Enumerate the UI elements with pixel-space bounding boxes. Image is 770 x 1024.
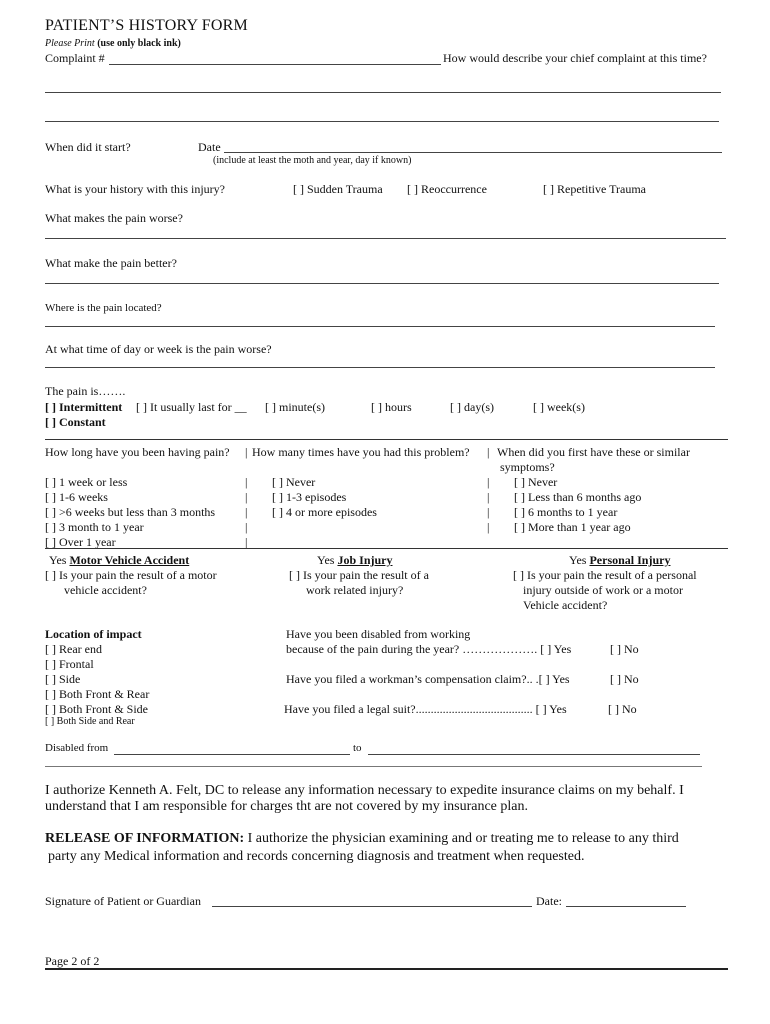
disabled-from-field[interactable] [114,754,350,755]
page-number: Page 2 of 2 [45,954,100,968]
release-bold: RELEASE OF INFORMATION: [45,831,245,846]
col-separator: | [245,505,248,519]
job-title: Job Injury [337,553,393,567]
print-note [45,38,181,49]
col3-item[interactable]: [ ] More than 1 year ago [514,520,631,534]
mva-question-2: vehicle accident? [64,583,147,597]
unit-minutes[interactable]: [ ] minute(s) [265,400,325,414]
col3-item[interactable]: [ ] Less than 6 months ago [514,490,642,504]
authorize-line-2: understand that I am responsible for charges tht are not covered by my insurance plan. [45,799,528,814]
col3-item[interactable]: [ ] Never [514,475,558,489]
col1-item[interactable]: [ ] 1 week or less [45,475,128,489]
mva-yes: Yes [49,553,67,567]
impact-title: Location of impact [45,627,142,641]
col-separator: | [487,505,490,519]
job-question[interactable]: [ ] Is your pain the result of a [289,568,429,582]
complaint-line-1[interactable] [45,92,721,93]
section-divider [45,548,728,549]
signature-date-field[interactable] [566,906,686,907]
personal-question-3: Vehicle accident? [523,598,608,612]
worse-question: What makes the pain worse? [45,211,183,225]
disabled-to-field[interactable] [368,754,700,755]
complaint-label: Complaint # [45,51,105,65]
print-note-italic: Please Print [45,38,95,49]
personal-heading [569,553,670,568]
col3-header-1: When did you first have these or similar [497,445,690,459]
personal-question-2: injury outside of work or a motor [523,583,683,597]
col2-header: How many times have you had this problem? [252,445,470,459]
col2-item[interactable]: [ ] Never [272,475,316,489]
impact-item[interactable]: [ ] Both Side and Rear [45,716,135,727]
start-label: When did it start? [45,140,131,154]
impact-item[interactable]: [ ] Side [45,672,81,686]
personal-yes: Yes [569,553,587,567]
pain-is-label: The pain is……. [45,384,126,398]
col1-item[interactable]: [ ] Over 1 year [45,535,116,549]
time-worse-question: At what time of day or week is the pain worse? [45,342,272,356]
signature-date-label: Date: [536,894,562,908]
better-question: What make the pain better? [45,256,177,270]
col-separator: | [487,475,490,489]
col-separator: | [245,475,248,489]
col-separator: | [245,535,248,549]
col1-item[interactable]: [ ] 1-6 weeks [45,490,108,504]
usually-last: [ ] It usually last for __ [136,400,247,414]
release-text: I authorize the physician examining and or treating me to release to any third [244,831,679,846]
col-separator: | [487,520,490,534]
mva-heading [49,553,189,568]
legal-question-yes[interactable]: Have you filed a legal suit?....................................... [ ] Yes [284,702,567,716]
signature-label: Signature of Patient or Guardian [45,894,201,908]
complaint-field[interactable] [109,64,441,65]
col-separator: | [487,490,490,504]
history-option-repetitive[interactable]: [ ] Repetitive Trauma [543,182,646,196]
col1-item[interactable]: [ ] 3 month to 1 year [45,520,144,534]
complaint-question: How would describe your chief complaint at this time? [443,51,707,65]
start-date-field[interactable] [224,152,722,153]
complaint-line-2[interactable] [45,121,719,122]
constant-option[interactable]: [ ] Constant [45,415,106,429]
unit-weeks[interactable]: [ ] week(s) [533,400,585,414]
col-separator: | [487,445,490,459]
job-heading [317,553,392,568]
col-separator: | [245,445,248,459]
print-note-bold: (use only black ink) [97,38,181,49]
located-field[interactable] [45,326,715,327]
disabled-question-no[interactable]: [ ] No [610,642,639,656]
time-worse-field[interactable] [45,367,715,368]
legal-question-no[interactable]: [ ] No [608,702,637,716]
personal-title: Personal Injury [589,553,671,567]
job-question-2: work related injury? [306,583,404,597]
unit-hours[interactable]: [ ] hours [371,400,412,414]
history-question: What is your history with this injury? [45,182,225,196]
signature-field[interactable] [212,906,532,907]
col2-item[interactable]: [ ] 4 or more episodes [272,505,377,519]
workman-question-yes[interactable]: Have you filed a workman’s compensation claim?.. .[ ] Yes [286,672,570,686]
form-title: PATIENT’S HISTORY FORM [45,17,248,34]
col-separator: | [245,520,248,534]
col3-item[interactable]: [ ] 6 months to 1 year [514,505,618,519]
date-label: Date [198,140,221,154]
history-option-reoccurrence[interactable]: [ ] Reoccurrence [407,182,487,196]
date-hint: (include at least the moth and year, day if known) [213,155,412,166]
job-yes: Yes [317,553,335,567]
worse-field[interactable] [45,238,726,239]
impact-item[interactable]: [ ] Both Front & Side [45,702,149,716]
footer-rule [45,968,728,970]
mva-title: Motor Vehicle Accident [69,553,190,567]
impact-item[interactable]: [ ] Frontal [45,657,94,671]
history-option-sudden[interactable]: [ ] Sudden Trauma [293,182,383,196]
impact-item[interactable]: [ ] Rear end [45,642,102,656]
intermittent-option[interactable]: [ ] Intermittent [45,400,123,414]
section-divider [45,439,728,440]
release-line-1 [45,830,679,848]
unit-days[interactable]: [ ] day(s) [450,400,494,414]
impact-item[interactable]: [ ] Both Front & Rear [45,687,150,701]
release-line-2: party any Medical information and records concerning diagnosis and treatment when requested. [48,849,585,864]
section-divider [45,766,702,767]
authorize-line-1: I authorize Kenneth A. Felt, DC to release any information necessary to expedite insurance claims on my behalf. I [45,783,684,798]
workman-question-no[interactable]: [ ] No [610,672,639,686]
disabled-question: Have you been disabled from working [286,627,471,641]
col2-item[interactable]: [ ] 1-3 episodes [272,490,347,504]
col1-item[interactable]: [ ] >6 weeks but less than 3 months [45,505,216,519]
mva-question[interactable]: [ ] Is your pain the result of a motor [45,568,217,582]
better-field[interactable] [45,283,719,284]
located-question: Where is the pain located? [45,302,162,314]
col-separator: | [245,490,248,504]
disabled-to-label: to [353,742,362,754]
disabled-question-yes[interactable]: because of the pain during the year? ………………. [ ] Yes [286,642,572,656]
disabled-from-label: Disabled from [45,742,109,754]
col1-header: How long have you been having pain? [45,445,230,459]
personal-question[interactable]: [ ] Is your pain the result of a personal [513,568,697,582]
col3-header-2: symptoms? [500,460,555,474]
